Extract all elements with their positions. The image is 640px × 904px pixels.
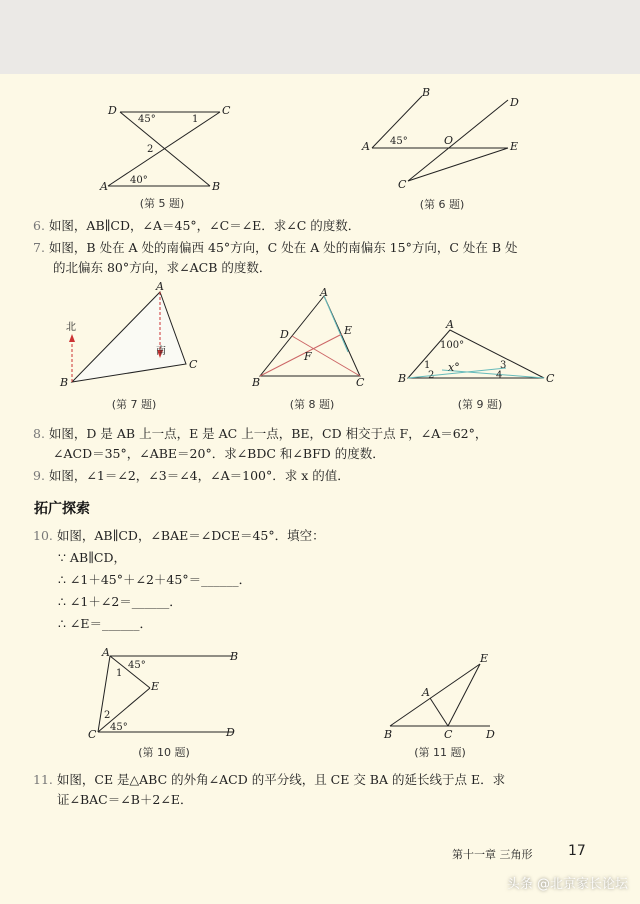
svg-text:D: D — [486, 728, 495, 741]
page-number: 17 — [568, 843, 586, 859]
svg-text:1: 1 — [116, 668, 123, 679]
figure-7 — [56, 282, 206, 392]
svg-text:C: C — [222, 104, 231, 117]
question-9 — [33, 466, 613, 486]
question-text: 如图，CE 是△ABC 的外角∠ACD 的平分线，且 CE 交 BA 的延长线于点 E．求 — [56, 772, 506, 787]
svg-text:40°: 40° — [130, 175, 148, 186]
figure-6-caption: (第 6 题) — [419, 198, 465, 211]
south-label: 南 — [156, 346, 166, 357]
svg-text:2: 2 — [104, 710, 111, 721]
svg-text:C: C — [88, 728, 97, 741]
svg-text:2: 2 — [147, 144, 154, 155]
question-number: 6. — [33, 218, 45, 233]
question-text-continued: 的北偏东 80°方向，求∠ACB 的度数． — [53, 260, 272, 275]
svg-text:A: A — [320, 286, 328, 299]
svg-text:A: A — [362, 140, 370, 153]
svg-text:B: B — [230, 650, 239, 663]
svg-text:45°: 45° — [390, 136, 408, 147]
figure-8-caption: (第 8 题) — [289, 398, 335, 411]
chapter-title: 第十一章 三角形 — [452, 848, 533, 861]
svg-text:A: A — [156, 282, 164, 293]
question-number: 11. — [33, 772, 53, 787]
question-text: 如图，AB∥CD，∠BAE＝∠DCE＝45°．填空： — [56, 528, 325, 543]
svg-text:C: C — [546, 372, 555, 385]
svg-text:D: D — [226, 726, 235, 739]
figure-5-caption: (第 5 题) — [139, 197, 185, 210]
question-text-continued: ∠ACD＝35°，∠ABE＝20°．求∠BDC 和∠BFD 的度数． — [53, 446, 385, 461]
question-8 — [33, 424, 613, 464]
svg-text:E: E — [510, 140, 519, 153]
figure-5 — [98, 100, 233, 195]
svg-text:B: B — [398, 372, 407, 385]
svg-text:C: C — [356, 376, 365, 389]
watermark: 头条 @北京家长论坛 — [506, 877, 628, 892]
question-text: 如图，∠1＝∠2，∠3＝∠4，∠A＝100°．求 x 的值． — [48, 468, 350, 483]
svg-text:2: 2 — [428, 370, 435, 381]
svg-text:O: O — [444, 134, 454, 147]
q10-step-4: ∴ ∠E＝______． — [58, 616, 153, 631]
svg-text:45°: 45° — [138, 114, 156, 125]
section-title: 拓广探索 — [34, 501, 90, 517]
svg-text:x°: x° — [448, 361, 460, 374]
svg-text:F: F — [304, 350, 312, 363]
svg-text:1: 1 — [424, 360, 431, 371]
figure-10-caption: (第 10 题) — [138, 746, 190, 759]
figure-9 — [396, 318, 556, 388]
svg-text:C: C — [189, 358, 198, 371]
question-number: 10. — [33, 528, 53, 543]
svg-text:B: B — [422, 86, 431, 99]
figure-11-caption: (第 11 题) — [414, 746, 466, 759]
svg-text:E: E — [480, 652, 489, 665]
question-text: 如图，AB∥CD，∠A＝45°，∠C＝∠E．求∠C 的度数． — [48, 218, 361, 233]
svg-text:100°: 100° — [440, 340, 465, 351]
question-text: 如图，B 处在 A 处的南偏西 45°方向，C 处在 A 处的南偏东 15°方向，C 处在 B 处 — [48, 240, 518, 255]
question-7 — [33, 238, 613, 278]
svg-text:C: C — [444, 728, 453, 741]
svg-text:A: A — [446, 318, 454, 331]
svg-text:C: C — [398, 178, 407, 191]
q10-step-2: ∴ ∠1＋45°＋∠2＋45°＝______． — [58, 572, 252, 587]
figure-6 — [360, 86, 530, 196]
figure-10 — [84, 646, 244, 742]
q10-step-3: ∴ ∠1＋∠2＝______． — [58, 594, 182, 609]
question-text: 如图，D 是 AB 上一点，E 是 AC 上一点，BE，CD 相交于点 F，∠A＝62°， — [48, 426, 488, 441]
svg-text:D: D — [280, 328, 289, 341]
svg-text:D: D — [108, 104, 117, 117]
figure-8 — [252, 286, 367, 390]
question-number: 9. — [33, 468, 45, 483]
figure-7-caption: (第 7 题) — [111, 398, 157, 411]
svg-text:4: 4 — [496, 370, 503, 381]
svg-text:B: B — [212, 180, 221, 193]
question-number: 7. — [33, 240, 45, 255]
question-text-continued: 证∠BAC＝∠B＋2∠E． — [57, 792, 193, 807]
svg-text:45°: 45° — [110, 722, 128, 733]
figure-11 — [380, 652, 505, 742]
q10-step-1: ∵ AB∥CD， — [58, 550, 126, 565]
svg-text:1: 1 — [192, 114, 199, 125]
svg-text:A: A — [102, 646, 110, 659]
svg-text:E: E — [151, 680, 160, 693]
figure-9-caption: (第 9 题) — [457, 398, 503, 411]
svg-text:D: D — [510, 96, 519, 109]
svg-text:A: A — [100, 180, 108, 193]
svg-text:A: A — [422, 686, 430, 699]
question-11 — [33, 770, 613, 810]
svg-text:E: E — [344, 324, 353, 337]
question-10 — [33, 526, 613, 546]
svg-text:B: B — [60, 376, 69, 389]
top-margin — [0, 0, 640, 74]
svg-text:3: 3 — [500, 360, 507, 371]
north-label: 北 — [66, 322, 76, 333]
question-number: 8. — [33, 426, 45, 441]
svg-text:B: B — [252, 376, 261, 389]
svg-text:45°: 45° — [128, 660, 146, 671]
svg-text:B: B — [384, 728, 393, 741]
question-6 — [33, 216, 613, 236]
